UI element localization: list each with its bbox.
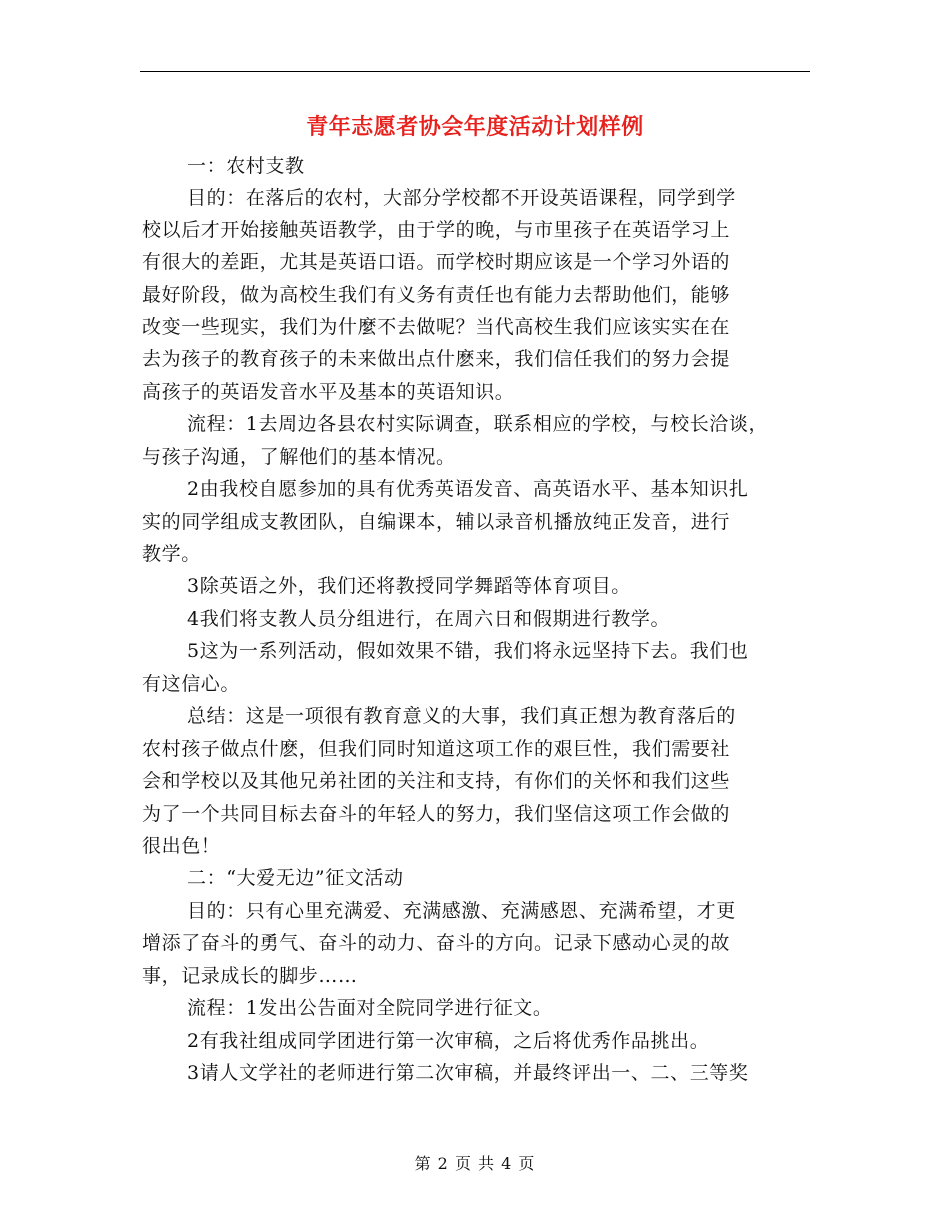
paragraph-line: 目的：只有心里充满爱、充满感激、充满感恩、充满希望，才更 — [187, 900, 736, 922]
paragraph-line: 去为孩子的教育孩子的未来做出点什麽来，我们信任我们的努力会提 — [142, 348, 731, 370]
paragraph-line: 校以后才开始接触英语教学，由于学的晚，与市里孩子在英语学习上 — [142, 219, 731, 241]
paragraph-line: 高孩子的英语发音水平及基本的英语知识。 — [142, 381, 515, 403]
paragraph-line: 3请人文学社的老师进行第二次审稿，并最终评出一、二、三等奖 — [187, 1062, 749, 1084]
paragraph-line: 最好阶段，做为高校生我们有义务有责任也有能力去帮助他们，能够 — [142, 284, 731, 306]
header-rule — [140, 71, 810, 72]
paragraph-line: 增添了奋斗的勇气、奋斗的动力、奋斗的方向。记录下感动心灵的故 — [142, 932, 731, 954]
section-heading: 一：农村支教 — [187, 155, 305, 177]
paragraph-line: 3除英语之外，我们还将教授同学舞蹈等体育项目。 — [187, 575, 631, 597]
page-number: 第 2 页 共 4 页 — [414, 1154, 536, 1173]
paragraph-line: 总结：这是一项很有教育意义的大事，我们真正想为教育落后的 — [187, 705, 736, 727]
document-title: 青年志愿者协会年度活动计划样例 — [306, 114, 644, 140]
paragraph-line: 2由我校自愿参加的具有优秀英语发音、高英语水平、基本知识扎 — [187, 478, 749, 500]
paragraph-line: 为了一个共同目标去奋斗的年轻人的努力，我们坚信这项工作会做的 — [142, 803, 731, 825]
paragraph-line: 会和学校以及其他兄弟社团的关注和支持，有你们的关怀和我们这些 — [142, 770, 731, 792]
paragraph-line: 教学。 — [142, 543, 201, 565]
paragraph-line: 农村孩子做点什麽，但我们同时知道这项工作的艰巨性，我们需要社 — [142, 738, 731, 760]
paragraph-line: 很出色！ — [142, 835, 221, 857]
paragraph-line: 实的同学组成支教团队，自编课本，辅以录音机播放纯正发音，进行 — [142, 511, 731, 533]
section-heading: 二：“大爱无边”征文活动 — [187, 867, 404, 889]
paragraph-line: 有很大的差距，尤其是英语口语。而学校时期应该是一个学习外语的 — [142, 251, 731, 273]
paragraph-line: 目的：在落后的农村，大部分学校都不开设英语课程，同学到学 — [187, 187, 736, 209]
paragraph-line: 有这信心。 — [142, 673, 241, 695]
paragraph-line: 流程：1去周边各县农村实际调查，联系相应的学校，与校长洽谈， — [187, 413, 769, 435]
paragraph-line: 事，记录成长的脚步…… — [142, 965, 358, 987]
paragraph-line: 与孩子沟通，了解他们的基本情况。 — [142, 446, 456, 468]
paragraph-line: 流程：1发出公告面对全院同学进行征文。 — [187, 997, 553, 1019]
paragraph-line: 5这为一系列活动，假如效果不错，我们将永远坚持下去。我们也 — [187, 640, 749, 662]
paragraph-line: 2有我社组成同学团进行第一次审稿，之后将优秀作品挑出。 — [187, 1030, 710, 1052]
paragraph-line: 4我们将支教人员分组进行，在周六日和假期进行教学。 — [187, 608, 671, 630]
paragraph-line: 改变一些现实，我们为什麼不去做呢？当代高校生我们应该实实在在 — [142, 316, 731, 338]
